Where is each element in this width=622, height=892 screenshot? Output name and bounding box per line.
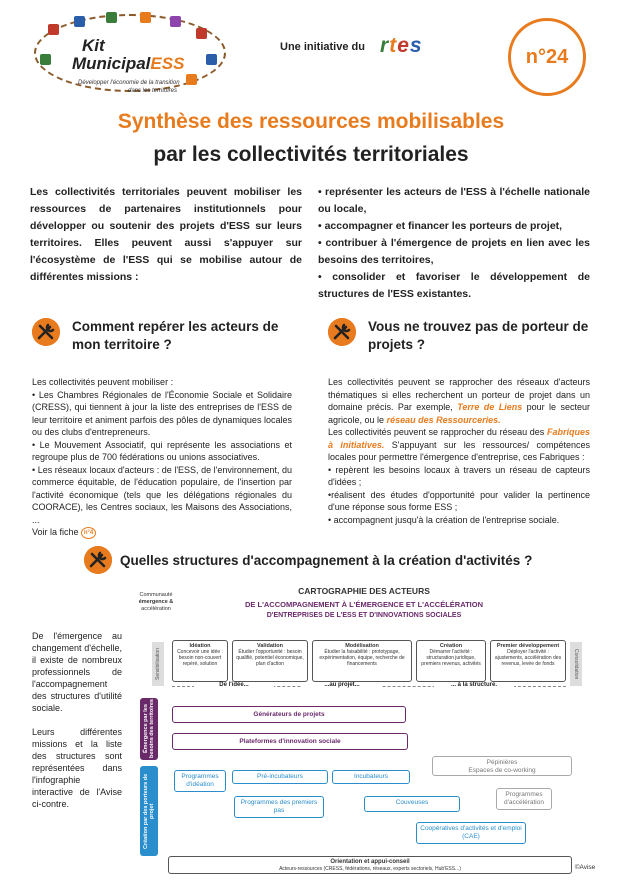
stage-premier-developpement: [490, 640, 566, 682]
stage-ideation: [172, 640, 228, 682]
rtes-logo: [380, 34, 423, 58]
intro-paragraph: Les collectivités territoriales peuvent mobiliser les ressources de partenaires institutionnels pour développer ou soutenir des projets d'ESS sur leurs territoires. Elles peuvent aussi s'appuyer sur l'écosystème de l'ESS qui se mobilise autour de différentes missions :: [30, 186, 302, 283]
fabriques-link[interactable]: Fabriques à initiatives.: [328, 427, 590, 450]
infographic-title-1: CARTOGRAPHIE DES ACTEURS: [298, 586, 430, 596]
infographic-title-3: D'ENTREPRISES DE L'ESS ET D'INNOVATIONS SOCIALES: [266, 612, 462, 619]
couveuses-box[interactable]: Couveuses: [364, 796, 460, 812]
stage-name: Premier développement: [496, 643, 560, 649]
rtes-letter: s: [409, 34, 423, 57]
intro-bullet-list: [318, 184, 590, 303]
initiative-label: Une initiative du: [280, 41, 365, 53]
intro-bullet: • consolider et favoriser le développement de structures de l'ESS existantes.: [318, 271, 590, 300]
stage-name: Validation: [257, 643, 283, 649]
terre-de-liens-link[interactable]: Terre de Liens: [457, 402, 523, 412]
rtes-letter: e: [397, 34, 410, 57]
pepinieres-label: Pépinières: [486, 759, 518, 766]
orientation-label: Orientation et appui-conseil: [330, 859, 410, 865]
rtes-letter: t: [389, 34, 398, 57]
section-porteur-p1b: pour le secteur agricole, ou le: [328, 402, 590, 425]
cae-box[interactable]: Coopératives d'activités et d'emploi (CAE): [416, 822, 526, 844]
stage-desc: Démarrer l'activité : structuration juridique, premiers revenus, activités: [421, 649, 481, 667]
intro-bullet: • représenter les acteurs de l'ESS à l'échelle nationale ou locale,: [318, 186, 590, 215]
phase-structure: ... à la structure.: [434, 682, 514, 689]
rtes-letter: r: [380, 34, 390, 57]
logo-mini-icon: [48, 24, 59, 35]
intro-bullet: • accompagner et financer les porteurs de projet,: [318, 220, 563, 232]
community-line: émergence &: [138, 599, 174, 605]
stage-name: Modélisation: [345, 643, 379, 649]
community-line: Communauté: [139, 592, 173, 598]
section-structures-p1: De l'émergence au changement d'échelle, il existe de nombreux professionnels de l'accompagnement des structures d'utilité sociale.: [32, 631, 122, 713]
sensibilisation-label: Sensibilisation: [152, 642, 164, 686]
copyright: ©Avise: [574, 864, 596, 871]
section-porteur-item: • repèrent les besoins locaux à travers un réseau de capteurs d'idées ;: [328, 464, 590, 487]
stage-validation: [232, 640, 308, 682]
pre-incubateurs-box[interactable]: Pré-incubateurs: [232, 770, 328, 784]
section-porteur-p1: [328, 376, 590, 426]
phase-idee: De l'idée...: [194, 682, 274, 689]
section-porteur-item: • accompagnent jusqu'à la création de l'entreprise sociale.: [328, 514, 560, 525]
generateurs-projets-bar[interactable]: Générateurs de projets: [172, 706, 406, 723]
ressourceries-link[interactable]: réseau des Ressourceries.: [386, 414, 501, 425]
coworking-label: Espaces de co-working: [468, 767, 536, 774]
logo-municipal-word: Municipal: [72, 54, 151, 73]
logo-municipal: [72, 54, 184, 74]
section-structures-body: [32, 630, 122, 810]
section-repérer-item: • Les réseaux locaux d'acteurs : de l'ESS, de l'environnement, du commerce équitable, de l'éducation populaire, de l'insertion par l'activité économique (tels que les délégations régionales du COORACE), les Centres sociaux, les Maisons des Associations, ...: [32, 464, 292, 525]
stage-desc: Déployer l'activité : ajustements, accélération des revenus, levée de fonds: [494, 649, 562, 667]
logo-mini-icon: [206, 54, 217, 65]
logo-kit: Kit: [82, 36, 105, 55]
section-repérer-item: • Le Mouvement Associatif, qui représente les associations et regroupe plus de 700 fédérations ou unions associatives.: [32, 439, 292, 462]
page-title-line2: par les collectivités territoriales: [153, 143, 469, 166]
stage-name: Création: [439, 643, 463, 649]
tools-icon: [32, 318, 60, 346]
section-structures-p2: Leurs différentes missions et la liste des structures sont représentées dans l'infographie interactive de l'Avise ci-contre.: [32, 727, 122, 809]
tools-icon: [328, 318, 356, 346]
plateformes-innovation-bar[interactable]: Plateformes d'innovation sociale: [172, 733, 408, 750]
section-repérer-intro: Les collectivités peuvent mobiliser :: [32, 377, 174, 387]
logo-mini-icon: [40, 54, 51, 65]
voir-fiche: [32, 526, 292, 539]
section-porteur-p1a: Les collectivités peuvent se rapprocher des réseaux d'acteurs thématiques si elles recherchent un porteur de projet dans un domaine précis. Par exemple,: [328, 377, 590, 412]
logo-mini-icon: [74, 16, 85, 27]
orientation-sub: Acteurs-ressources (CRESS, fédérations, réseaux, experts sectoriels, Hub'ESS...): [279, 866, 461, 872]
section-porteur-p2b: S'appuyant sur les ressources/ compétences locales pour permettre l'émergence d'entreprise, ces Fabriques :: [328, 439, 590, 462]
consolidation-label: Consolidation: [570, 642, 582, 686]
incubateurs-box[interactable]: Incubateurs: [332, 770, 410, 784]
tools-icon: [84, 546, 112, 574]
stage-modelisation: [312, 640, 412, 682]
cartography-infographic[interactable]: [134, 582, 594, 882]
logo-mini-icon: [106, 12, 117, 23]
stage-desc: Étudier la faisabilité : prototypage, expérimentation, équipe, recherche de financements: [319, 649, 405, 667]
logo-mini-icon: [186, 74, 197, 85]
fiche-4-link[interactable]: n°4: [81, 527, 96, 539]
page-title-line1: Synthèse des ressources mobilisables: [117, 110, 505, 133]
logo-mini-icon: [170, 16, 181, 27]
kit-municipal-ess-logo: [28, 10, 228, 102]
programmes-premiers-pas-box[interactable]: Programmes des premiers pas: [234, 796, 324, 818]
section-structures-title: Quelles structures d'accompagnement à la création d'activités ?: [120, 553, 533, 568]
stage-name: Idéation: [189, 643, 211, 649]
section-porteur-p2: [328, 426, 590, 464]
logo-tagline-2: dans les territoires: [128, 88, 178, 94]
logo-ess-word: ESS: [150, 54, 185, 73]
section-repérer-item: • Les Chambres Régionales de l'Économie Sociale et Solidaire (CRESS), qui tiennent à jour la liste des entreprises de l'ESS de leur territoire et animent parfois des pôles de dynamiques locales ou des clubs d'entrepreneurs.: [32, 389, 292, 437]
band-creation: Création par des porteurs de projet: [140, 766, 158, 856]
section-repérer-title: Comment repérer les acteurs de mon territoire ?: [72, 319, 279, 352]
stage-desc: Concevoir une idée : besoin non-couvert repéré, solution: [177, 649, 223, 667]
programmes-acceleration-box[interactable]: Programmes d'accélération: [496, 788, 552, 810]
infographic-title-2: DE L'ACCOMPAGNEMENT À L'ÉMERGENCE ET L'ACCÉLÉRATION: [245, 600, 483, 609]
logo-tagline-1: Développer l'économie de la transition: [78, 80, 180, 86]
section-porteur-body: [328, 376, 590, 526]
logo-mini-icon: [196, 28, 207, 39]
section-repérer-body: [32, 376, 292, 539]
intro-bullet: • contribuer à l'émergence de projets en lien avec les besoins des territoires,: [318, 237, 590, 266]
section-porteur-item: •réalisent des études d'opportunité pour valider la pertinence d'une réponse sous forme ESS ;: [328, 489, 590, 512]
logo-mini-icon: [140, 12, 151, 23]
phase-projet: ...au projet...: [302, 682, 382, 689]
stage-desc: Étudier l'opportunité : besoin qualifié, potentiel économique, plan d'action: [236, 649, 304, 667]
pepinieres-box[interactable]: [432, 756, 572, 776]
sheet-number-badge: n°24: [508, 18, 586, 96]
stage-creation: [416, 640, 486, 682]
band-emergence: Émergence par les besoins des territoires: [140, 698, 158, 760]
section-porteur-title: Vous ne trouvez pas de porteur de projets ?: [368, 319, 589, 352]
programmes-ideation-box[interactable]: Programmes d'idéation: [174, 770, 226, 792]
section-porteur-p2a: Les collectivités peuvent se rapprocher du réseau des: [328, 427, 545, 437]
voir-fiche-label: Voir la fiche: [32, 527, 79, 537]
orientation-box[interactable]: [168, 856, 572, 874]
community-line: accélération: [141, 606, 171, 612]
